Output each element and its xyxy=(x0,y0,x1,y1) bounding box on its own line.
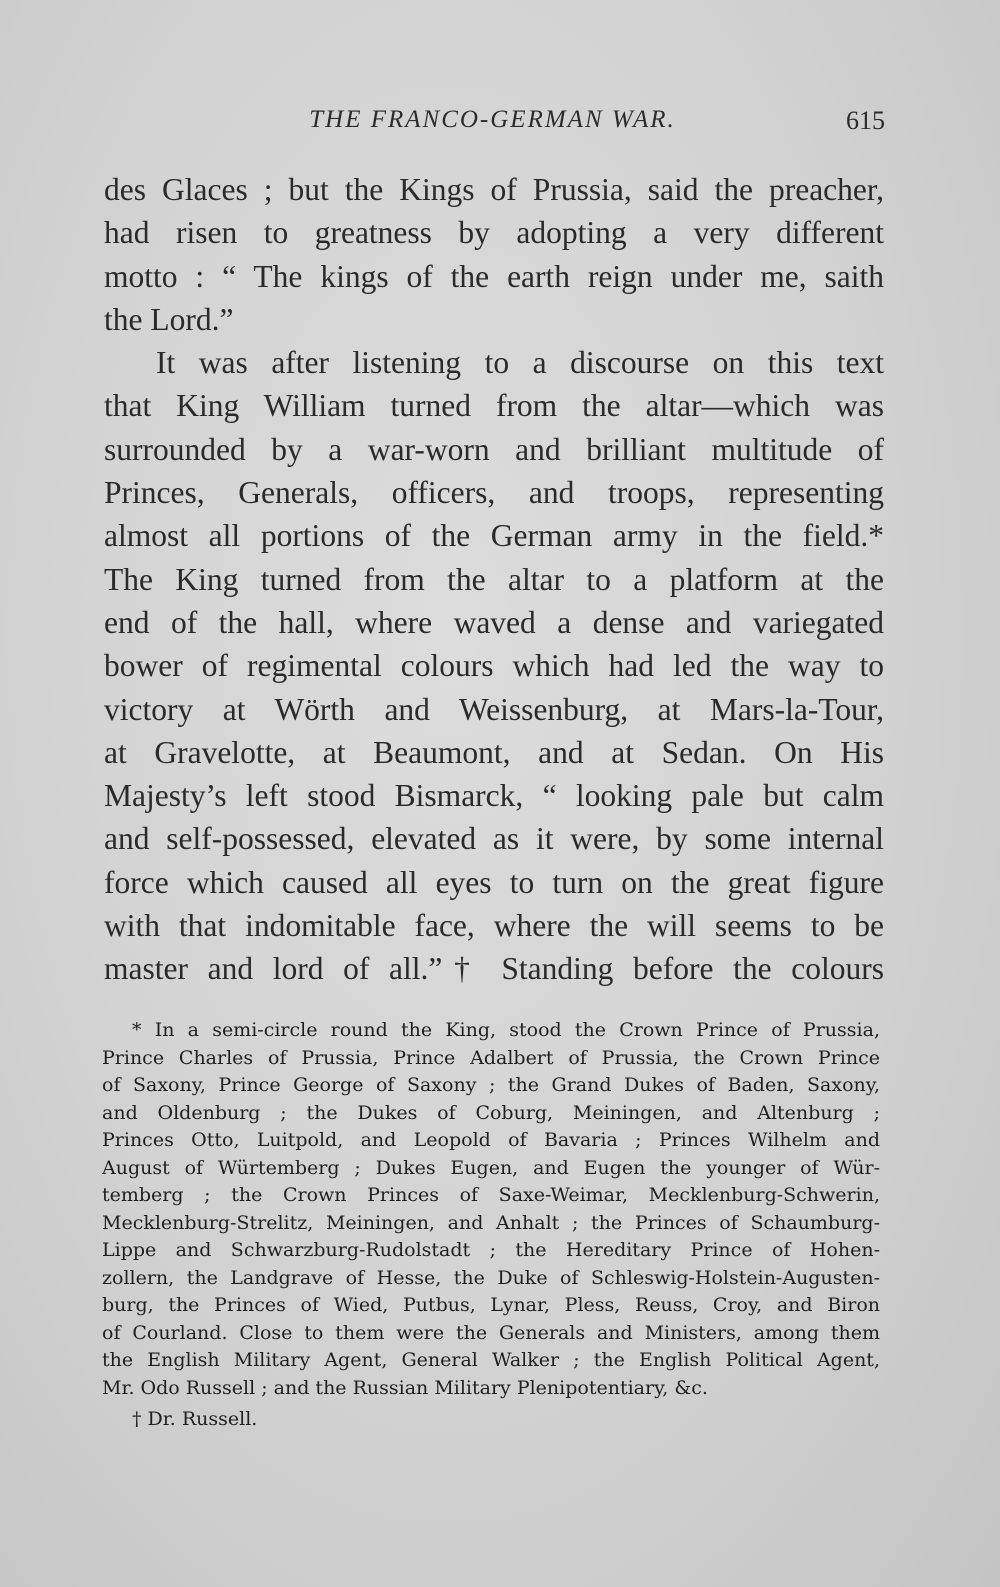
text-line: bower of regimental colours which had led the way to xyxy=(104,648,884,684)
text-line: with that indomitable face, where the will seems to be xyxy=(104,908,884,944)
page-header xyxy=(100,106,885,142)
footnote-line: temberg ; the Crown Princes of Saxe-Weimar, Mecklenburg-Schwerin, xyxy=(102,1184,880,1206)
text-line: The King turned from the altar to a platform at the xyxy=(104,561,884,597)
text-line: the Lord.” xyxy=(104,301,234,337)
text-line: almost all portions of the German army in the field.* xyxy=(104,518,884,554)
footnote-line: the English Military Agent, General Walker ; the English Political Agent, xyxy=(102,1349,880,1371)
footnote-line: and Oldenburg ; the Dukes of Coburg, Meiningen, and Altenburg ; xyxy=(102,1101,880,1124)
text-line: motto : “ The kings of the earth reign under me, saith xyxy=(104,258,884,294)
text-line: des Glaces ; but the Kings of Prussia, said the preacher, xyxy=(104,172,884,207)
main-text xyxy=(104,168,884,991)
footnote-line: Prince Charles of Prussia, Prince Adalbert of Prussia, the Crown Prince xyxy=(102,1046,880,1069)
footnote-line: Mecklenburg-Strelitz, Meiningen, and Anhalt ; the Princes of Schaumburg- xyxy=(102,1211,880,1234)
footnote-dagger: † Dr. Russell. xyxy=(132,1408,258,1430)
footnote-line: * In a semi-circle round the King, stood the Crown Prince of Prussia, xyxy=(132,1019,880,1041)
footnote-line: of Saxony, Prince George of Saxony ; the Grand Dukes of Baden, Saxony, xyxy=(102,1074,880,1096)
text-line: Princes, Generals, officers, and troops, representing xyxy=(104,475,884,511)
footnote-line: Lippe and Schwarzburg-Rudolstadt ; the Hereditary Prince of Hohen- xyxy=(102,1239,880,1261)
text-line: force which caused all eyes to turn on the great figure xyxy=(104,864,884,900)
text-line: at Gravelotte, at Beaumont, and at Sedan. On His xyxy=(104,734,884,770)
text-line: master and lord of all.”† Standing before the colours xyxy=(104,951,884,987)
footnote-line: Princes Otto, Luitpold, and Leopold of Bavaria ; Princes Wilhelm and xyxy=(102,1129,880,1151)
text-line: had risen to greatness by adopting a very different xyxy=(104,215,884,251)
text-line: surrounded by a war-worn and brilliant multitude of xyxy=(104,431,884,467)
text-line: It was after listening to a discourse on this text xyxy=(156,345,884,381)
text-line: Majesty’s left stood Bismarck, “ looking pale but calm xyxy=(104,778,884,814)
text-line: end of the hall, where waved a dense and variegated xyxy=(104,604,884,640)
footnote-line: burg, the Princes of Wied, Putbus, Lynar, Pless, Reuss, Croy, and Biron xyxy=(102,1294,880,1316)
text-line: that King William turned from the altar—which was xyxy=(104,388,884,424)
text-line: and self-possessed, elevated as it were, by some internal xyxy=(104,821,884,857)
running-title: THE FRANCO-GERMAN WAR. xyxy=(309,106,676,133)
footnotes xyxy=(102,1017,880,1434)
footnote-line: August of Würtemberg ; Dukes Eugen, and Eugen the younger of Wür- xyxy=(102,1156,880,1179)
footnote-line: of Courland. Close to them were the Generals and Ministers, among them xyxy=(102,1321,880,1344)
footnote-line: zollern, the Landgrave of Hesse, the Duke of Schleswig-Holstein-Augusten- xyxy=(102,1266,880,1289)
page-number: 615 xyxy=(846,106,885,135)
footnote-line: Mr. Odo Russell ; and the Russian Military Plenipotentiary, &c. xyxy=(102,1376,708,1399)
text-line: victory at Wörth and Weissenburg, at Mars-la-Tour, xyxy=(104,691,884,727)
